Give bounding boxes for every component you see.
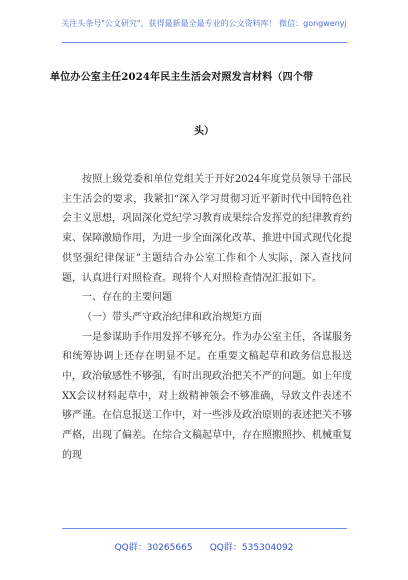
document-body: [62, 170, 352, 466]
body-paragraph: 一是参谋助手作用发挥不够充分。作为办公室主任，各谋服务和统筹协调上还存在明显不足。在重要文稿起草和政务信息报送中，政治敏感性不够强，有时出现政治把关不严的问题。如上年度XX会议材料起草中，对上级精神领会不够准确，导致文件表述不够严谨。在信息报送工作中，对一些涉及政治原则的表述把关不够严格，出现了偏差。在综合文稿起草中，存在照搬照抄、机械重复的现: [62, 331, 352, 461]
section-heading: 一、存在的主要问题: [82, 292, 172, 304]
footer-divider: [62, 528, 347, 529]
document-title-continued: 头）: [194, 126, 214, 137]
footer-contact: QQ群：30265665 QQ群：535304092: [114, 543, 294, 553]
header-divider: [62, 42, 347, 43]
header-banner: 关注头条号"公文研究"，获得最新最全最专业的公文资料库！ 微信：gongwenyj: [61, 19, 347, 28]
subsection-heading: （一）带头严守政治纪律和政治规矩方面: [82, 311, 262, 323]
document-title: 单位办公室主任2024年民主生活会对照发言材料（四个带: [50, 72, 314, 83]
intro-paragraph: 按照上级党委和单位党组关于开好2024年度党员领导干部民主生活会的要求，我紧扣“深入学习贯彻习近平新时代中国特色社会主义思想，巩固深化党纪学习教育成果综合发挥党的纪律教育约束、保障激励作用，为进一步全面深化改革、推进中国式现代化提供坚强纪律保证”主题结合办公室工作和个人实际，深入查找问题，认真进行对照检查。现将个人对照检查情况汇报如下。: [62, 174, 352, 284]
